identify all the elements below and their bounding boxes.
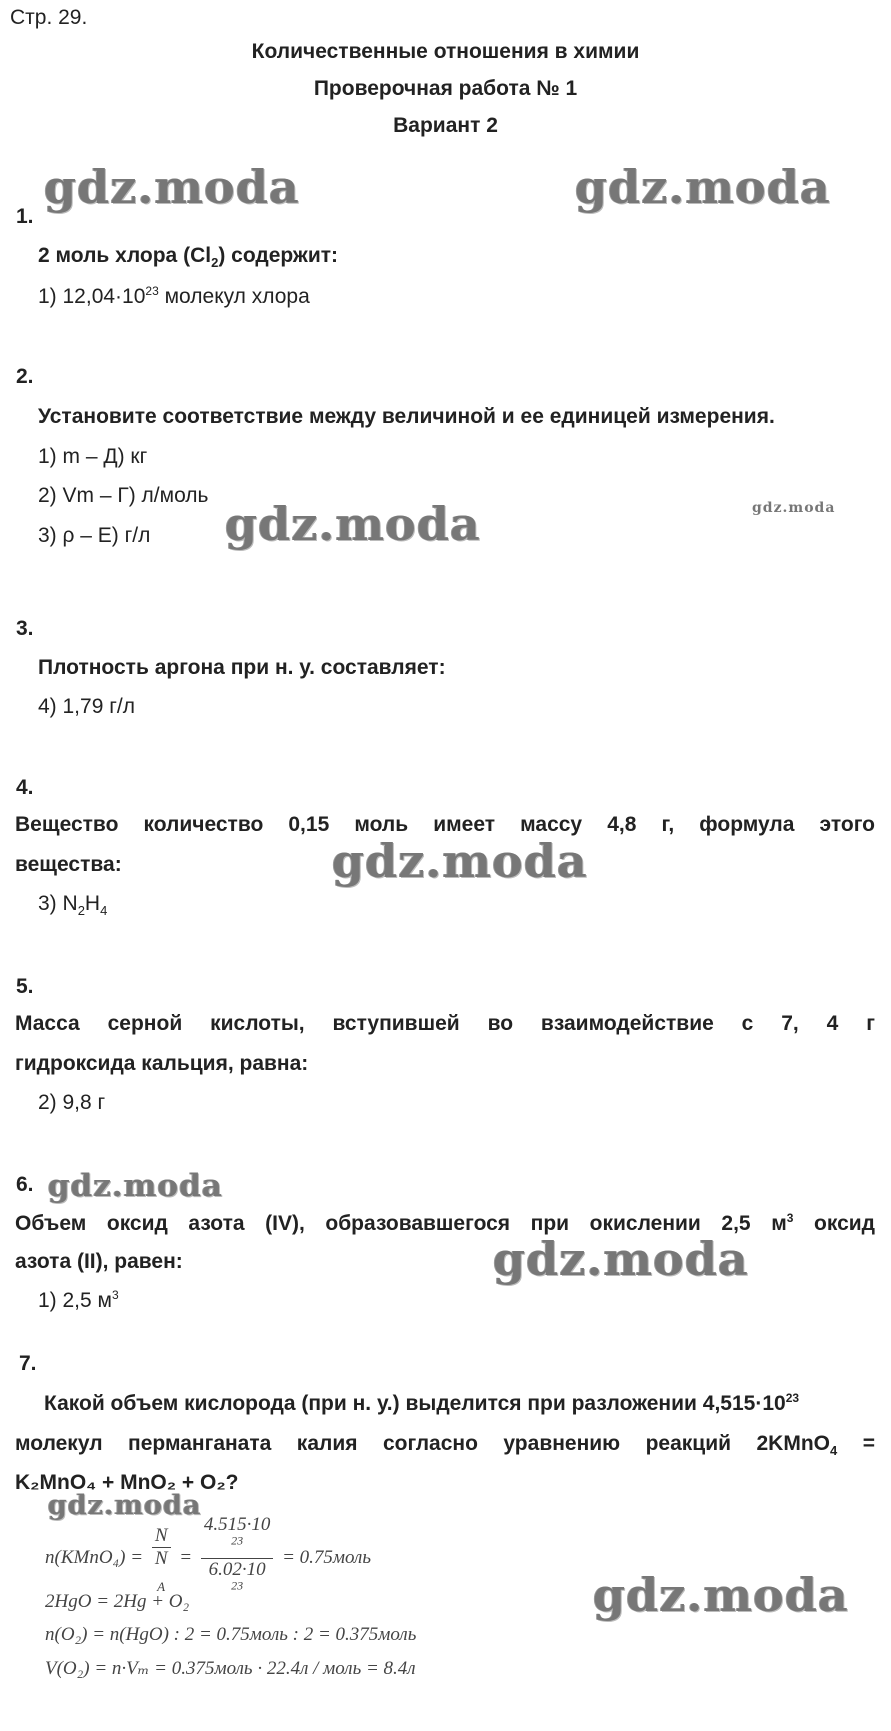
question-text: Вещество количество 0,15 моль имеет массу 4,8 г, формула этого	[15, 813, 875, 836]
question-text: молекул перманганата калия согласно уравнению реакций 2KMnO$_4$ =	[15, 1432, 875, 1459]
watermark: gdz.moda	[48, 1490, 202, 1521]
question-text: Установите соответствие между величиной и ее единицей измерения.	[38, 405, 775, 428]
question-text: 2 моль хлора $(Cl_2)$ содержит:	[38, 244, 339, 271]
solution-formula: n(KMnO₄) = N N $_A$ = 4.515·10 $^{23}$ 6.02·10 $^{23}$ = 0.75моль	[45, 1514, 371, 1594]
watermark: gdz.moda	[225, 497, 481, 551]
question-text: Масса серной кислоты, вступившей во взаимодействие с 7, 4 г	[15, 1012, 875, 1035]
answer: 3) $N_2H_4$	[38, 892, 108, 919]
answer: 1) 2,5 $м^3$	[38, 1288, 119, 1312]
answer: 3) ρ – Е) г/л	[38, 524, 151, 547]
answer: 1) m – Д) кг	[38, 445, 148, 468]
solution-formula: n(O₂) = n(HgO) : 2 = 0.75моль : 2 = 0.375моль	[45, 1624, 417, 1645]
page-label: Стр. 29.	[10, 6, 88, 29]
question-number: 7.	[19, 1352, 37, 1375]
question-number: 4.	[16, 776, 34, 799]
chapter-title: Количественные отношения в химии	[251, 40, 640, 63]
watermark: gdz.moda	[575, 160, 831, 214]
watermark: gdz.moda	[48, 1168, 223, 1204]
question-text: Объем оксид азота (IV), образовавшегося при окислении 2,5 $м^3$ оксид	[15, 1211, 875, 1235]
question-text: K₂MnO₄ + MnO₂ + O₂?	[15, 1471, 239, 1494]
answer: 2) 9,8 г	[38, 1091, 106, 1114]
solution-formula: 2HgO = 2Hg + O₂	[45, 1591, 190, 1612]
solution-formula: V(O₂) = n·Vₘ = 0.375моль · 22.4л / моль = 8.4л	[45, 1658, 416, 1679]
question-number: 5.	[16, 975, 34, 998]
variant-title: Вариант 2	[393, 114, 498, 137]
question-number: 6.	[16, 1173, 34, 1196]
question-text: Плотность аргона при н. у. составляет:	[38, 656, 446, 679]
answer: 4) 1,79 г/л	[38, 695, 135, 718]
question-text: гидроксида кальция, равна:	[15, 1052, 309, 1075]
watermark: gdz.moda	[593, 1568, 849, 1622]
question-number: 2.	[16, 365, 34, 388]
work-title: Проверочная работа № 1	[313, 77, 578, 100]
question-number: 1.	[16, 205, 34, 228]
answer: 2) Vm – Г) л/моль	[38, 484, 209, 507]
question-text: азота (II), равен:	[15, 1250, 183, 1273]
watermark: gdz.moda	[493, 1232, 749, 1286]
question-text: вещества:	[15, 853, 122, 876]
watermark: gdz.moda	[332, 834, 588, 888]
watermark: gdz.moda	[44, 160, 300, 214]
question-text: Какой объем кислорода (при н. у.) выделится при разложении $4,515\cdot 10^{23}$	[44, 1391, 800, 1415]
answer: 1) $12,04\cdot 10^{23}$ молекул хлора	[38, 284, 310, 308]
watermark: gdz.moda	[752, 500, 836, 516]
question-number: 3.	[16, 617, 34, 640]
